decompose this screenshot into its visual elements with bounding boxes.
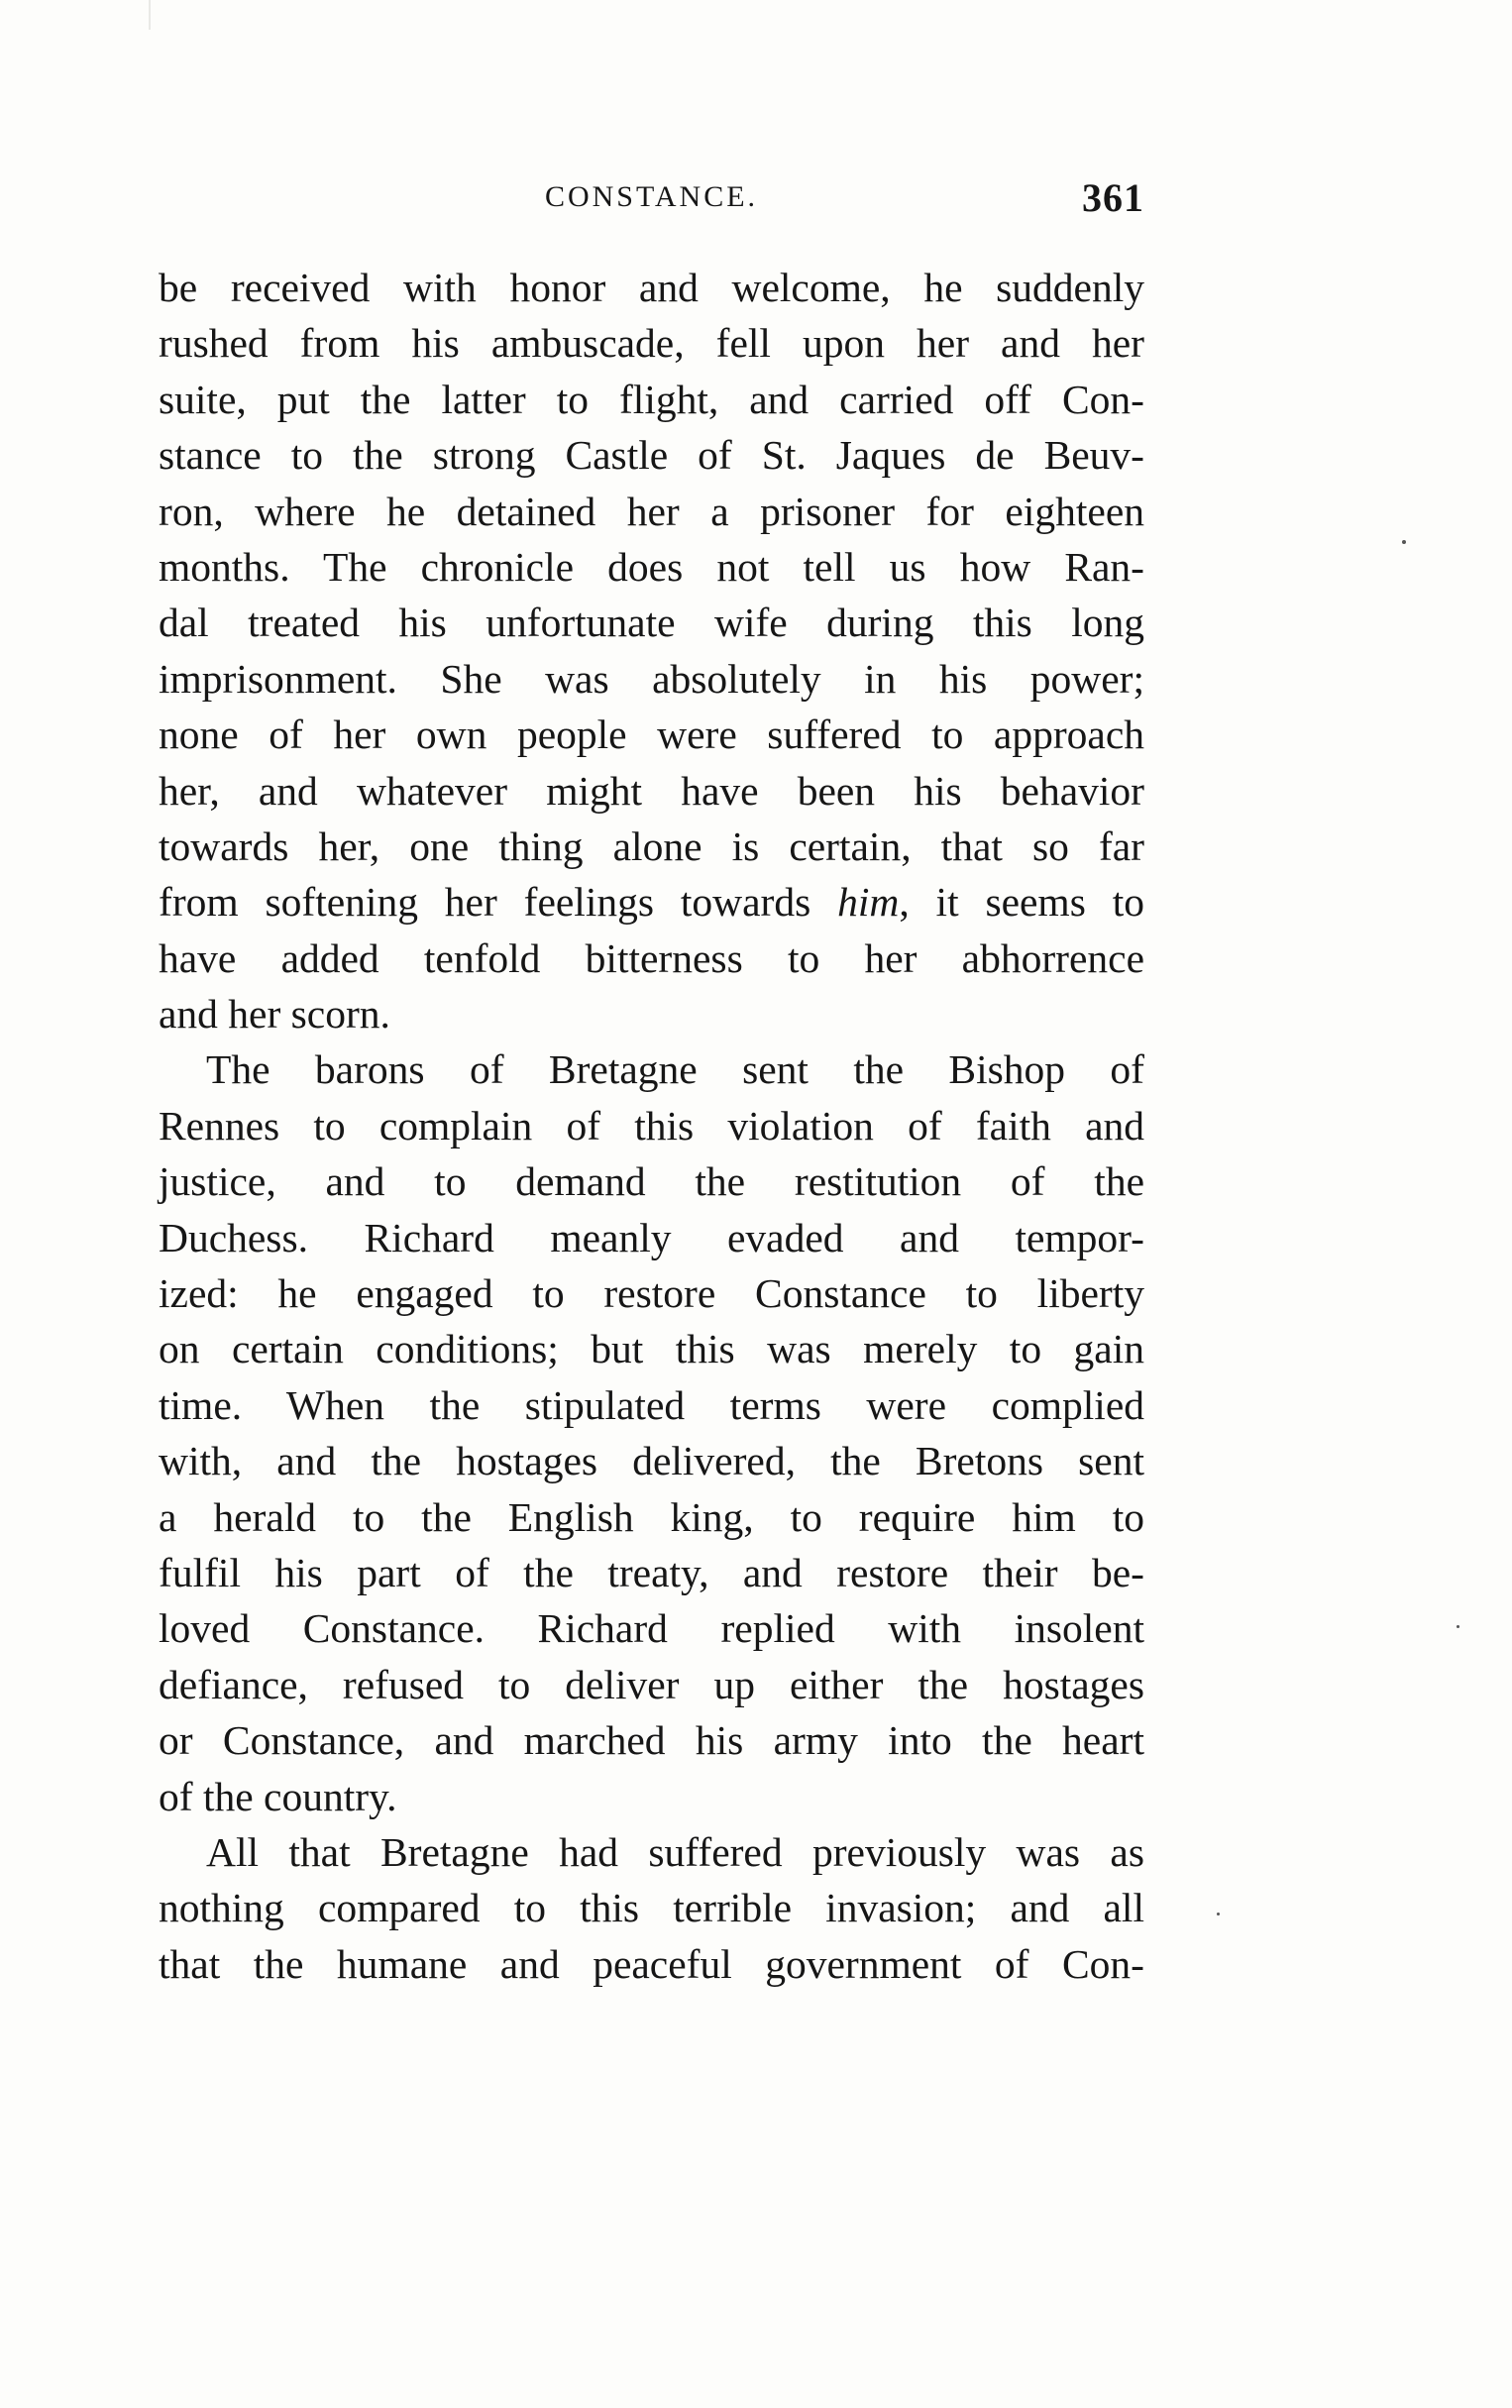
text-line: rushed from his ambuscade, fell upon her and her (159, 320, 1144, 367)
text-line: towards her, one thing alone is certain, that so far (159, 822, 1144, 869)
text-line: have added tenfold bitterness to her abhorrence (159, 934, 1144, 981)
text-line: nothing compared to this terrible invasion; and all (159, 1885, 1144, 1931)
text-line: Duchess. Richard meanly evaded and tempor- (159, 1214, 1144, 1260)
text-line: The barons of Bretagne sent the Bishop of (206, 1046, 1144, 1093)
body-text (159, 260, 1144, 1992)
text-line: ron, where he detained her a prisoner for eighteen (159, 488, 1144, 534)
text-line: or Constance, and marched his army into the heart (159, 1717, 1144, 1764)
text-line: on certain conditions; but this was merely to gain (159, 1326, 1144, 1372)
text-line: her, and whatever might have been his behavior (159, 767, 1144, 814)
paragraph-2 (159, 1041, 1144, 1823)
ink-speck (1402, 540, 1406, 544)
text-line: with, and the hostages delivered, the Bretons sent (159, 1438, 1144, 1484)
text-line: imprisonment. She was absolutely in his power; (159, 655, 1144, 702)
text-line: of the country. (159, 1773, 397, 1819)
text-line: loved Constance. Richard replied with insolent (159, 1605, 1144, 1652)
paragraph-3 (159, 1824, 1144, 1992)
text-line: and her scorn. (159, 991, 390, 1038)
text-line: time. When the stipulated terms were complied (159, 1381, 1144, 1428)
text-line: stance to the strong Castle of St. Jaques de Beuv- (159, 432, 1144, 479)
running-title: CONSTANCE. (544, 180, 759, 213)
text-line: defiance, refused to deliver up either the hostages (159, 1661, 1144, 1707)
page-number: 361 (1082, 175, 1144, 220)
ink-speck (1457, 1625, 1459, 1628)
text-line: suite, put the latter to flight, and carried off Con- (159, 376, 1144, 422)
running-head (159, 176, 1144, 226)
text-line: be received with honor and welcome, he suddenly (159, 265, 1144, 310)
ink-speck (1217, 1913, 1220, 1915)
text-line: a herald to the English king, to require him to (159, 1493, 1144, 1540)
text-line: All that Bretagne had suffered previously was as (206, 1828, 1144, 1875)
text-line: from softening her feelings towards him, it seems to (159, 879, 1144, 926)
paragraph-1 (159, 260, 1144, 1041)
text-line: that the humane and peaceful government of Con- (159, 1940, 1144, 1987)
text-line: justice, and to demand the restitution of the (159, 1158, 1144, 1205)
text-line: dal treated his unfortunate wife during this long (159, 600, 1144, 646)
page-crease (149, 0, 151, 30)
emphasis: him (837, 879, 900, 926)
text-line: fulfil his part of the treaty, and restore their be- (159, 1549, 1144, 1595)
text-line: none of her own people were suffered to approach (159, 711, 1144, 758)
text-line: Rennes to complain of this violation of faith and (159, 1102, 1144, 1149)
text-line: months. The chronicle does not tell us how Ran- (159, 543, 1144, 590)
text-line: ized: he engaged to restore Constance to liberty (159, 1270, 1144, 1317)
